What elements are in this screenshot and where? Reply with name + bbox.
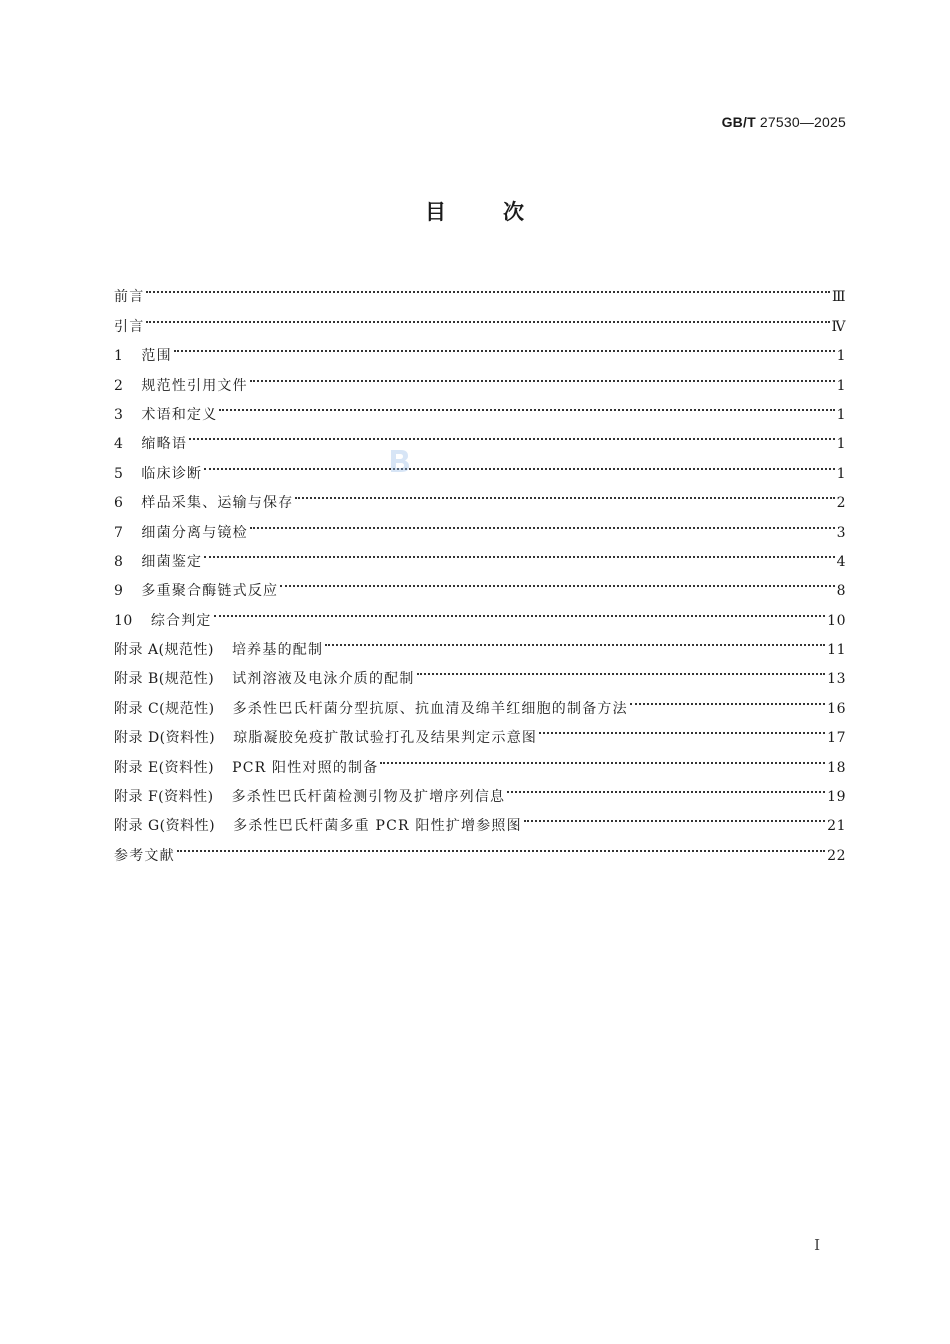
toc-entry-page: 1 [836, 377, 846, 394]
toc-entry[interactable] [114, 742, 846, 776]
toc-dot-leader [539, 713, 825, 742]
toc-dot-leader [380, 742, 825, 771]
toc-entry-page: 2 [836, 495, 846, 512]
toc-entry-page: 21 [827, 818, 846, 835]
toc-entry-number: 附录 E(资料性) [114, 759, 215, 776]
toc-dot-leader [177, 830, 825, 859]
toc-entry-number: 7 [114, 524, 124, 541]
page-number: I [814, 1236, 820, 1254]
toc-entry-page: 18 [827, 759, 846, 776]
page-title [0, 196, 950, 226]
toc-entry-number: 6 [114, 495, 124, 512]
toc-entry-label: 多杀性巴氏杆菌检测引物及扩增序列信息 [231, 789, 506, 806]
toc-entry-label: PCR 阳性对照的制备 [232, 759, 379, 776]
toc-dot-leader [250, 507, 835, 536]
toc-entry[interactable] [114, 390, 846, 423]
toc-entry[interactable] [114, 625, 846, 659]
toc-dot-leader [146, 301, 829, 330]
toc-entry[interactable] [114, 537, 846, 570]
toc-entry-label: 缩略语 [141, 436, 188, 453]
toc-dot-leader [280, 566, 834, 595]
toc-entry-label: 样品采集、运输与保存 [141, 495, 294, 512]
toc-dot-leader [214, 595, 826, 624]
toc-entry-label: 琼脂凝胶免疫扩散试验打孔及结果判定示意图 [233, 730, 538, 747]
toc-entry-page: 19 [827, 789, 846, 806]
toc-entry[interactable] [114, 772, 846, 806]
toc-entry[interactable] [114, 654, 846, 688]
table-of-contents [114, 272, 846, 864]
toc-dot-leader [250, 360, 835, 389]
toc-entry-label: 细菌鉴定 [141, 553, 203, 570]
toc-entry-label: 综合判定 [150, 612, 212, 629]
toc-entry-page: Ⅲ [831, 289, 846, 306]
toc-entry[interactable] [114, 272, 846, 306]
toc-entry-label: 术语和定义 [141, 406, 218, 423]
toc-entry[interactable] [114, 360, 846, 394]
toc-entry-number: 2 [114, 377, 124, 394]
toc-entry[interactable] [114, 478, 846, 512]
toc-entry-label: 范围 [141, 348, 172, 365]
toc-entry-label: 前言 [114, 289, 145, 306]
toc-dot-leader [204, 537, 834, 566]
toc-entry-page: 4 [836, 553, 846, 570]
toc-entry-number: 8 [114, 553, 124, 570]
toc-entry-label: 参考文献 [114, 847, 175, 864]
toc-entry[interactable] [114, 683, 846, 717]
toc-dot-leader [295, 478, 834, 507]
toc-entry-page: 10 [827, 612, 846, 629]
toc-entry-number: 1 [114, 348, 124, 365]
toc-dot-leader [146, 272, 830, 301]
toc-entry-label: 规范性引用文件 [141, 377, 248, 394]
toc-entry-number: 附录 G(资料性) [114, 818, 216, 835]
toc-entry-page: 1 [836, 436, 846, 453]
toc-entry-label: 引言 [114, 318, 145, 335]
standard-number: 27530—2025 [759, 114, 846, 130]
toc-entry-page: 16 [827, 700, 846, 717]
toc-entry-label: 试剂溶液及电泳介质的配制 [232, 671, 415, 688]
toc-entry-page: 3 [836, 524, 846, 541]
toc-entry-page: 1 [836, 348, 846, 365]
toc-dot-leader [189, 419, 835, 448]
toc-entry[interactable] [114, 301, 846, 335]
toc-entry[interactable] [114, 830, 846, 864]
toc-entry-number: 5 [114, 465, 124, 482]
toc-entry[interactable] [114, 331, 846, 365]
toc-entry-number: 4 [114, 436, 124, 453]
toc-entry-page: 1 [836, 465, 846, 482]
toc-entry-number: 附录 A(规范性) [114, 642, 214, 659]
toc-entry-page: 1 [836, 406, 846, 423]
toc-entry-number: 附录 F(资料性) [114, 789, 214, 806]
standard-prefix: GB/T [721, 114, 756, 130]
toc-entry-number: 附录 B(规范性) [114, 671, 215, 688]
toc-dot-leader [507, 772, 825, 801]
toc-entry[interactable] [114, 595, 846, 629]
toc-entry-number: 10 [114, 612, 133, 629]
toc-entry-number: 附录 D(资料性) [114, 730, 216, 747]
toc-dot-leader [204, 448, 834, 477]
toc-dot-leader [174, 331, 835, 360]
watermark-logo-icon [388, 448, 412, 474]
standard-code [722, 114, 846, 130]
toc-dot-leader [630, 683, 825, 712]
toc-entry-label: 临床诊断 [141, 465, 203, 482]
toc-entry-label: 多重聚合酶链式反应 [141, 583, 279, 600]
toc-dot-leader [219, 390, 834, 419]
toc-entry-label: 培养基的配制 [231, 642, 324, 659]
toc-entry-number: 附录 C(规范性) [114, 700, 215, 717]
toc-dot-leader [524, 801, 825, 830]
toc-entry-label: 多杀性巴氏杆菌分型抗原、抗血清及绵羊红细胞的制备方法 [232, 700, 628, 717]
toc-entry[interactable] [114, 448, 846, 482]
toc-entry-page: 13 [827, 671, 846, 688]
toc-entry-number: 3 [114, 406, 124, 423]
toc-entry-page: Ⅳ [831, 318, 846, 335]
toc-entry-page: 8 [836, 583, 846, 600]
toc-entry-number: 9 [114, 583, 124, 600]
toc-entry-label: 细菌分离与镜检 [141, 524, 248, 541]
toc-entry[interactable] [114, 566, 846, 600]
toc-entry[interactable] [114, 419, 846, 453]
toc-dot-leader [325, 625, 825, 654]
toc-entry-page: 11 [827, 642, 846, 659]
toc-entry-page: 22 [827, 847, 846, 864]
toc-entry-page: 17 [827, 730, 846, 747]
toc-entry-label: 多杀性巴氏杆菌多重 PCR 阳性扩增参照图 [233, 818, 522, 835]
toc-dot-leader [417, 654, 826, 683]
page-title-char-1: 目 [425, 200, 447, 224]
page-title-char-2: 次 [503, 200, 525, 224]
